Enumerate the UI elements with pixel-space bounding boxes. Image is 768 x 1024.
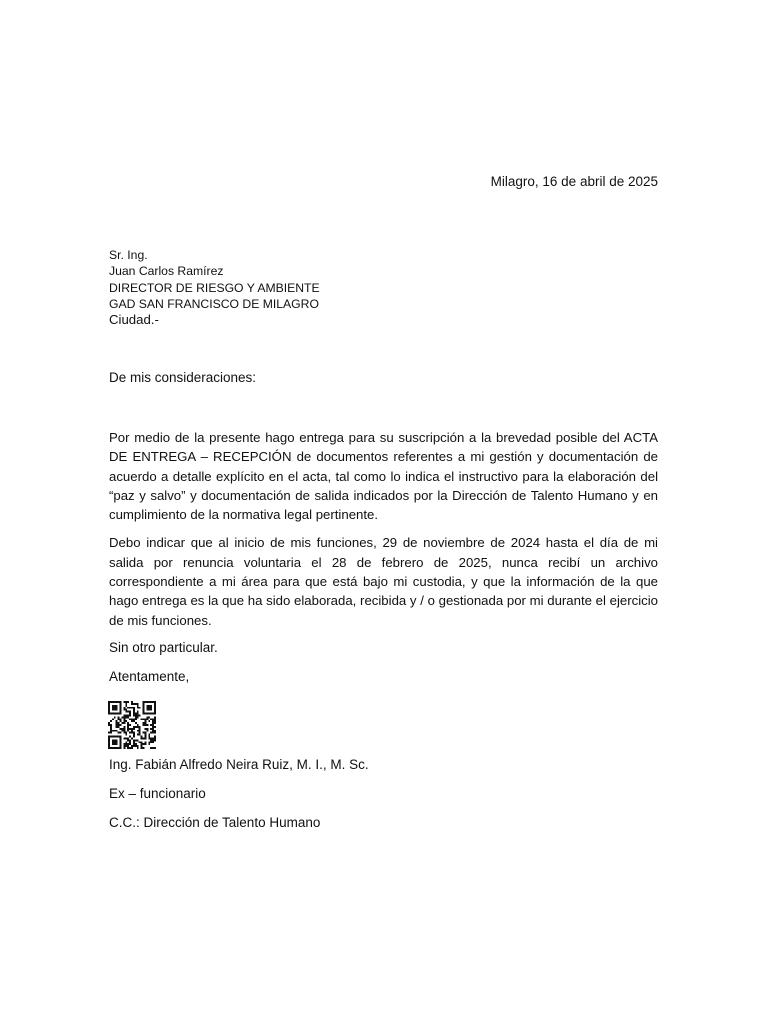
signer-role: Ex – funcionario — [109, 786, 206, 801]
carbon-copy: C.C.: Dirección de Talento Humano — [109, 815, 321, 830]
addressee-position: DIRECTOR DE RIESGO Y AMBIENTE — [109, 280, 320, 295]
greeting: De mis consideraciones: — [109, 370, 257, 385]
letter-date: Milagro, 16 de abril de 2025 — [490, 174, 658, 189]
closing-remark: Sin otro particular. — [109, 640, 218, 655]
letter-body — [109, 428, 658, 639]
body-paragraph: Por medio de la presente hago entrega para su suscripción a la brevedad posible del ACTA DE ENTREGA – RECEPCIÓN de documentos referentes a mi gestión y documentación de acuerdo a detalle explícito en el acta, tal como lo indica el instructivo para la elaboración del “paz y salvo” y documentación de salida indicados por la Dirección de Talento Humano y en cumplimiento de la normativa legal pertinente. — [109, 430, 658, 523]
closing-salutation: Atentamente, — [109, 669, 190, 684]
addressee-name: Juan Carlos Ramírez — [109, 264, 224, 279]
qr-code-icon — [108, 701, 156, 749]
addressee-title: Sr. Ing. — [109, 248, 148, 262]
addressee-block — [109, 247, 320, 328]
body-paragraph: Debo indicar que al inicio de mis funciones, 29 de noviembre de 2024 hasta el día de mi salida por renuncia voluntaria el 28 de febrero de 2025, nunca recibí un archivo correspondiente a mi área para que está bajo mi custodia, y que la información de la que hago entrega es la que ha sido elaborada, recibida y / o gestionada por mi durante el ejercicio de mis funciones. — [109, 535, 658, 628]
addressee-city: Ciudad.- — [109, 312, 159, 328]
signer-name: Ing. Fabián Alfredo Neira Ruiz, M. I., M. Sc. — [109, 757, 369, 772]
addressee-organization: GAD SAN FRANCISCO DE MILAGRO — [109, 296, 319, 311]
